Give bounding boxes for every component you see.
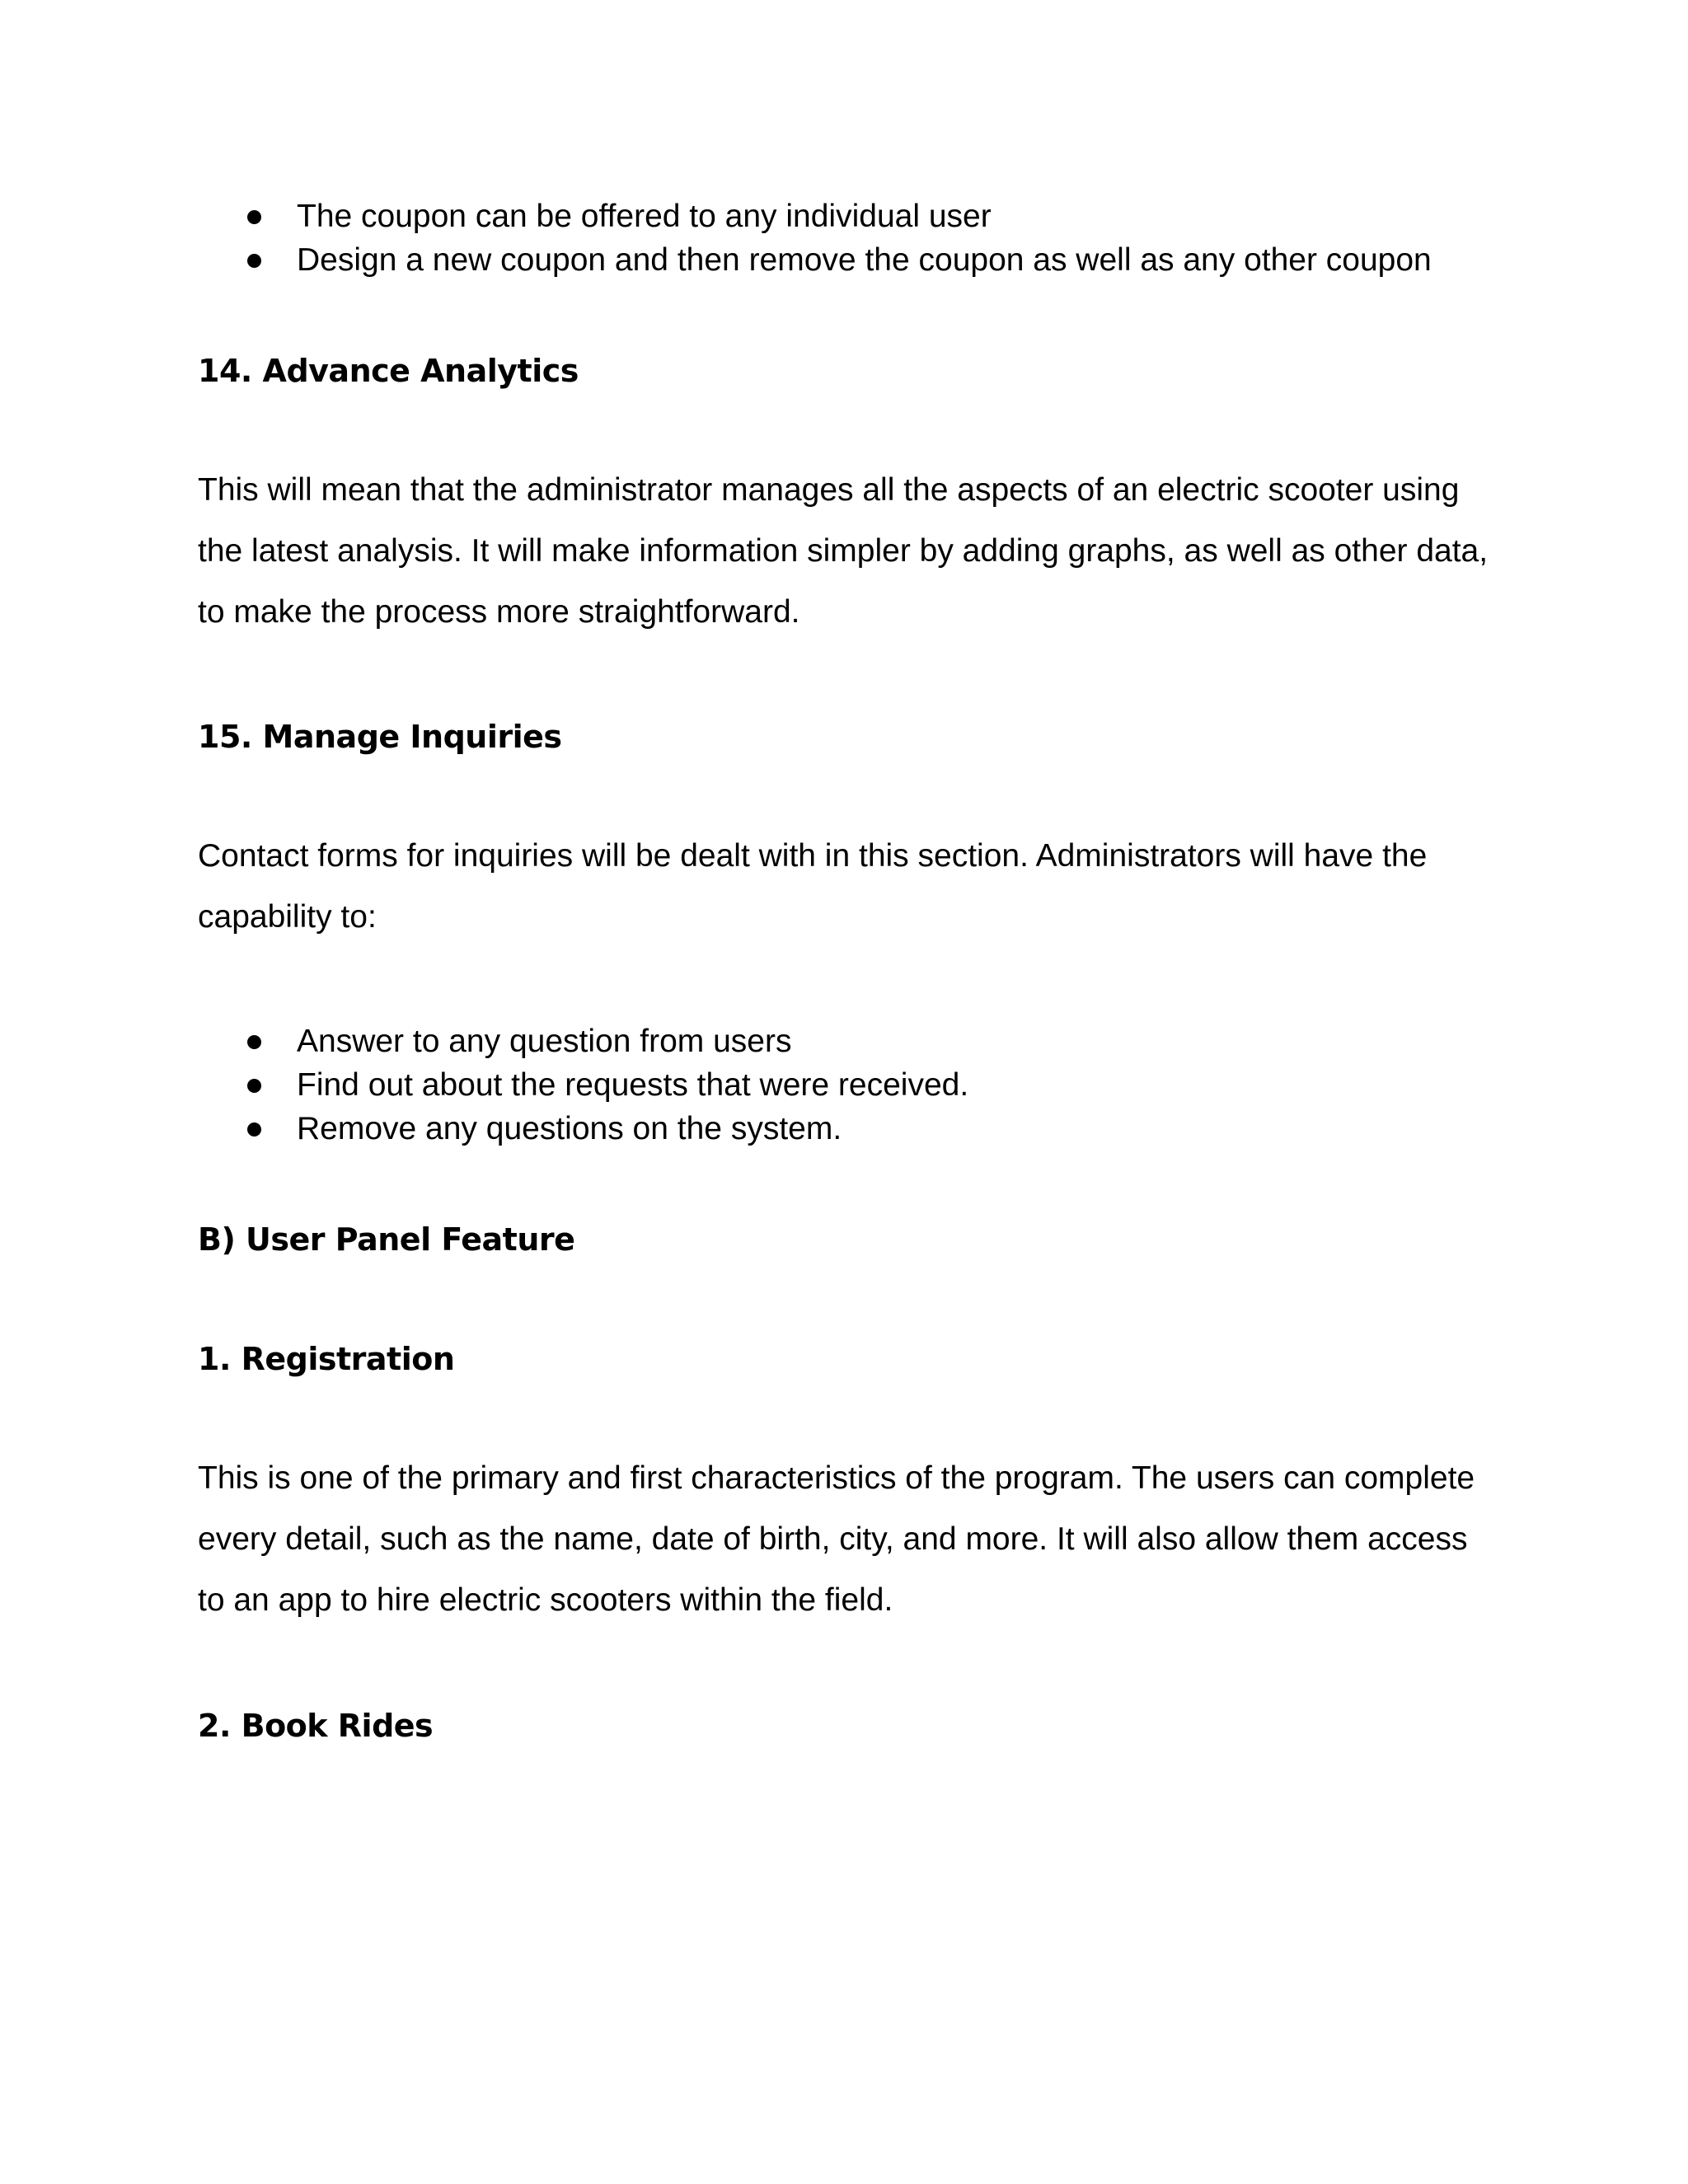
- heading-book-rides: 2. Book Rides: [198, 1708, 434, 1744]
- paragraph-advance-analytics: This will mean that the administrator manages all the aspects of an electric scooter using the latest analysis. It will make information simpler by adding graphs, as well as other data, to make the process more straightforward.: [198, 472, 1489, 630]
- list-item: [198, 238, 1432, 282]
- bullet-icon: [247, 1035, 261, 1049]
- bullet-icon: [247, 1122, 261, 1137]
- paragraph-registration: This is one of the primary and first characteristics of the program. The users can complete every detail, such as the name, date of birth, city, and more. It will also allow them access to an app to hire electric scooters within the field.: [198, 1460, 1475, 1618]
- bullet-icon: [247, 254, 261, 268]
- bullet-icon: [247, 210, 261, 224]
- list-item-text: Design a new coupon and then remove the coupon as well as any other coupon: [297, 242, 1432, 278]
- heading-registration: 1. Registration: [198, 1341, 455, 1377]
- heading-user-panel-feature: B) User Panel Feature: [198, 1221, 575, 1258]
- heading-manage-inquiries: 15. Manage Inquiries: [198, 719, 562, 755]
- bullet-icon: [247, 1079, 261, 1093]
- list-item-text: The coupon can be offered to any individual user: [297, 199, 992, 234]
- list-item: [198, 1107, 968, 1151]
- list-item: [198, 1019, 968, 1063]
- paragraph-manage-inquiries: Contact forms for inquiries will be dealt with in this section. Administrators will have the capability to:: [198, 838, 1428, 935]
- inquiries-bullet-list: [198, 1019, 968, 1151]
- list-item-text: Remove any questions on the system.: [297, 1111, 842, 1146]
- list-item: [198, 194, 1432, 238]
- list-item-text: Answer to any question from users: [297, 1024, 792, 1059]
- heading-advance-analytics: 14. Advance Analytics: [198, 353, 579, 389]
- list-item: [198, 1063, 968, 1107]
- list-item-text: Find out about the requests that were received.: [297, 1067, 969, 1103]
- coupon-bullet-list: [198, 194, 1432, 282]
- document-page: [198, 0, 1500, 2184]
